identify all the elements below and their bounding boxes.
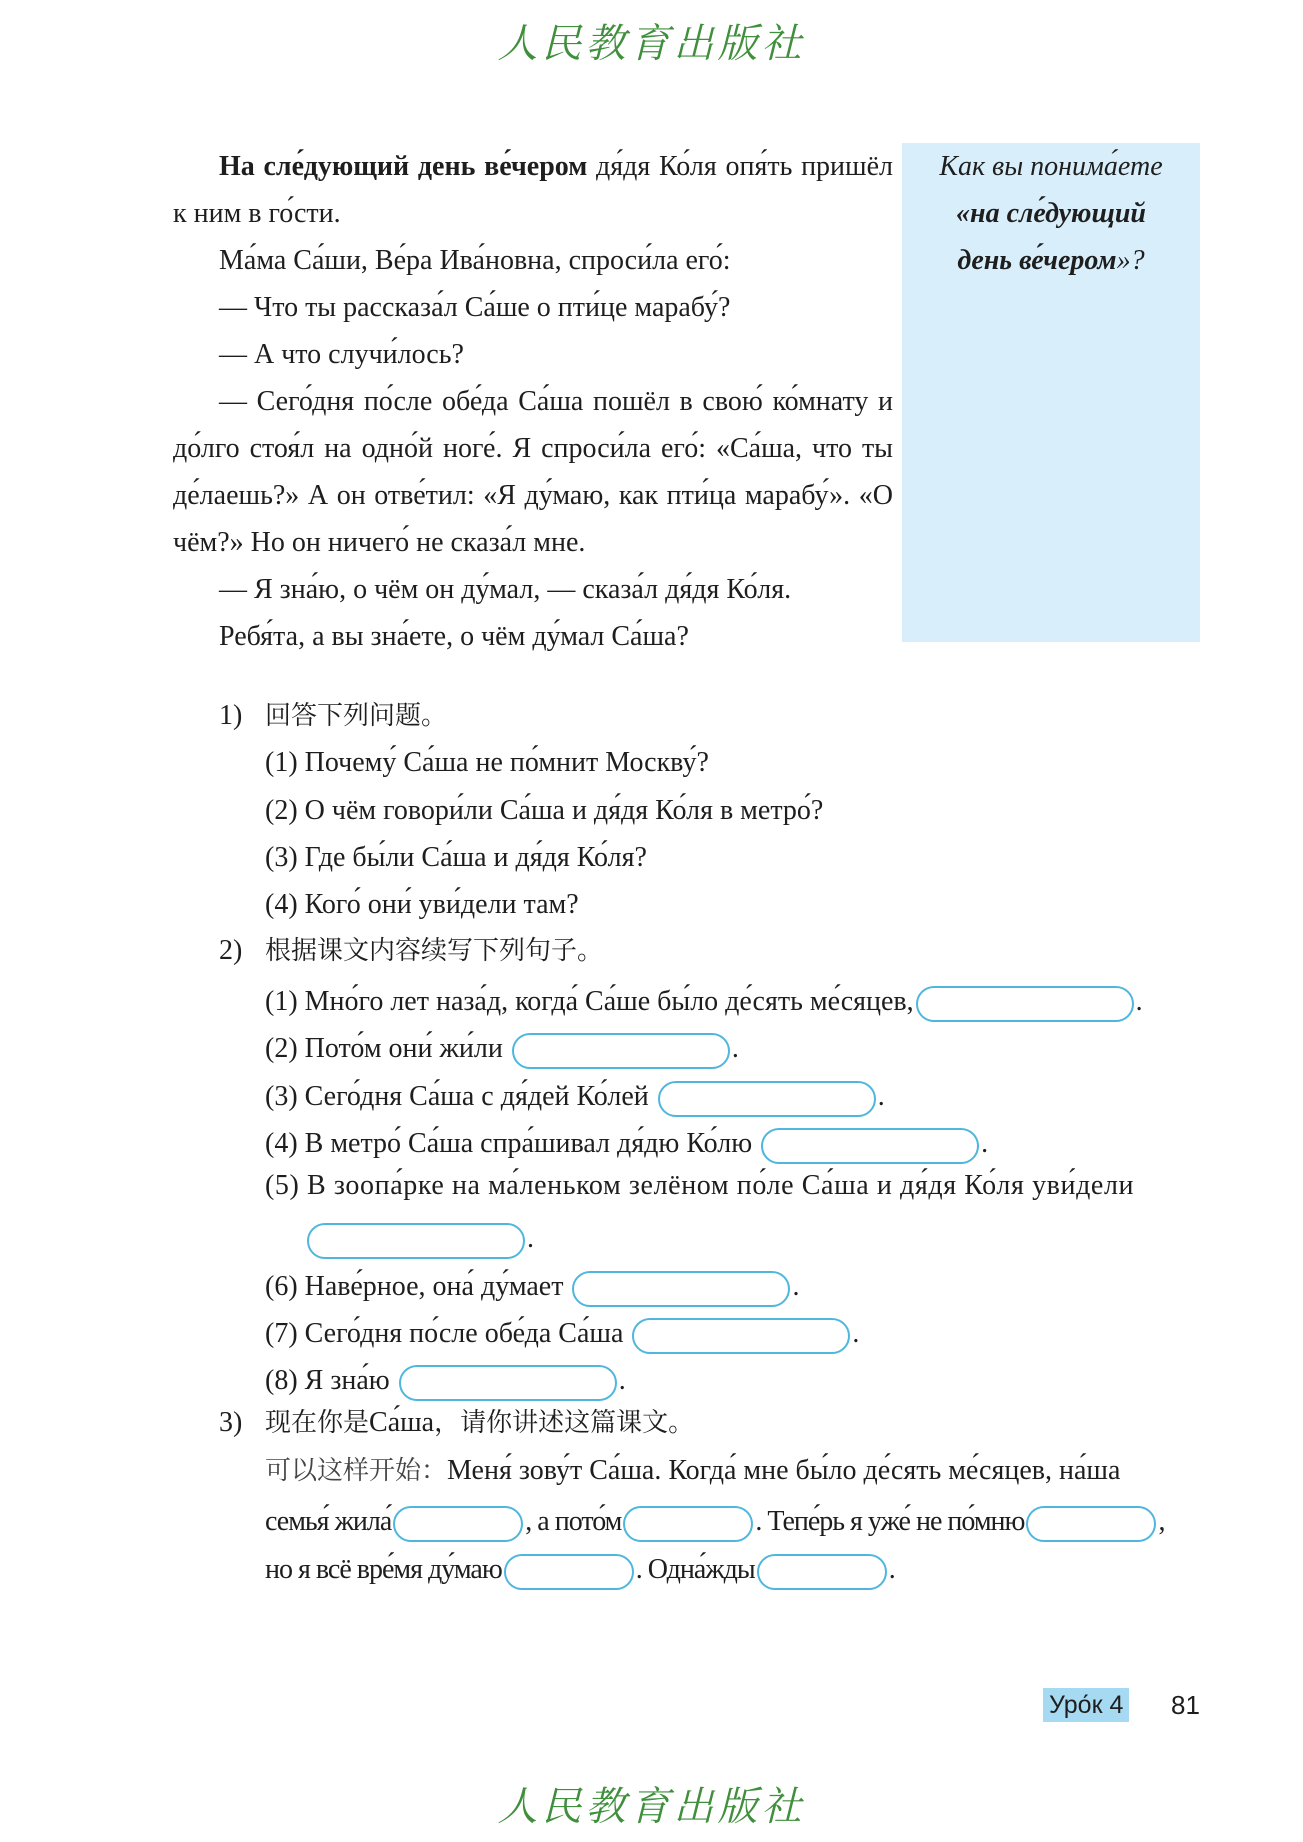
publisher-watermark-bottom: 人民教育出版社: [497, 1784, 806, 1830]
exercise-1-question-1: (1) Почему́ Са́ша не по́мнит Москву́?: [265, 747, 709, 778]
exercise-3-line-2-a: семья́ жила́: [265, 1506, 392, 1537]
exercise-3-title-cn: 现在你是: [265, 1408, 370, 1438]
exercise-3-start-label: 可以这样开始：: [265, 1456, 448, 1486]
exercise-2-title: 根据课文内容续写下列句子。: [265, 936, 604, 966]
page-number: 81: [1171, 1690, 1200, 1720]
sentence-3-end: .: [877, 1081, 885, 1112]
exercise-3-answer-field-1[interactable]: [393, 1506, 523, 1542]
exercise-3-title-rest: ，请你讲述这篇课文。: [434, 1408, 695, 1438]
exercise-3-answer-field-3[interactable]: [1026, 1506, 1156, 1542]
sentence-6-end: .: [792, 1271, 800, 1302]
sentence-4-answer-field[interactable]: [761, 1128, 979, 1164]
sentence-7-text: (7) Сего́дня по́сле обе́да Са́ша: [265, 1318, 624, 1349]
exercise-3-line-3-a: но я всё вре́мя ду́маю: [265, 1554, 502, 1585]
sentence-8-answer-field[interactable]: [399, 1365, 617, 1401]
exercise-2-sentence-5: (5) В зоопа́рке на ма́леньком зелёном по́ле Са́ша и дя́дя Ко́ля уви́дели: [265, 1170, 1135, 1201]
sentence-7-answer-field[interactable]: [632, 1318, 850, 1354]
sentence-7-end: .: [852, 1318, 860, 1349]
exercise-2-sentence-4: [265, 1127, 988, 1164]
exercise-3-line-2-b: , а пото́м: [525, 1506, 622, 1537]
lesson-label: Уро́к 4: [1043, 1688, 1129, 1722]
exercise-2-sentence-6: [265, 1270, 799, 1307]
sentence-1-answer-field[interactable]: [916, 986, 1134, 1022]
exercise-3-line-3-b: . Одна́жды: [635, 1554, 755, 1585]
exercise-3-number: 3): [219, 1407, 243, 1438]
story-paragraph-7: Ребя́та, а вы зна́ете, о чём ду́мал Са́ша?: [219, 621, 689, 652]
margin-question-line-2: «на сле́дующий: [956, 198, 1146, 229]
exercise-3-title: [265, 1406, 694, 1440]
exercise-3-answer-field-4[interactable]: [504, 1554, 634, 1590]
exercise-1-title: 回答下列问题。: [265, 701, 448, 731]
exercise-2-sentence-7: [265, 1317, 859, 1354]
exercise-2-sentence-5-continued: [305, 1222, 534, 1259]
exercise-3-line-2: [265, 1505, 1164, 1542]
sentence-6-answer-field[interactable]: [572, 1271, 790, 1307]
sentence-2-answer-field[interactable]: [512, 1033, 730, 1069]
story-paragraph-2: Ма́ма Са́ши, Ве́ра Ива́новна, спроси́ла его́:: [219, 245, 731, 276]
exercise-3-title-name: Са́ша: [369, 1407, 435, 1438]
sentence-2-text: (2) Пото́м они́ жи́ли: [265, 1033, 503, 1064]
sentence-5-end: .: [527, 1223, 534, 1254]
sentence-8-end: .: [618, 1365, 626, 1396]
exercise-3-line-3: [265, 1553, 895, 1590]
exercise-1-question-3: (3) Где бы́ли Са́ша и дя́дя Ко́ля?: [265, 842, 647, 873]
exercise-3-start-text: Меня́ зову́т Са́ша. Когда́ мне бы́ло де́сять ме́сяцев, на́ша: [447, 1455, 1121, 1486]
exercise-3-start-line: [265, 1454, 1120, 1488]
story-paragraph-4: — А что случи́лось?: [219, 339, 464, 370]
margin-question-bold-phrase: день ве́чером: [957, 245, 1117, 276]
exercise-2-number: 2): [219, 935, 243, 966]
exercise-3-line-3-c: .: [888, 1554, 895, 1585]
exercise-1-number: 1): [219, 700, 243, 731]
story-bold-phrase: На сле́дующий день ве́чером: [219, 151, 588, 182]
sentence-2-end: .: [731, 1033, 739, 1064]
sentence-4-end: .: [981, 1128, 989, 1159]
exercise-3-answer-field-2[interactable]: [623, 1506, 753, 1542]
exercise-3-answer-field-5[interactable]: [757, 1554, 887, 1590]
exercise-1-question-2: (2) О чём говори́ли Са́ша и дя́дя Ко́ля в метро́?: [265, 795, 824, 826]
exercise-2-sentence-2: [265, 1032, 739, 1069]
margin-question-end: »?: [1116, 245, 1145, 276]
margin-question-line-1: Как вы понима́ете: [939, 151, 1163, 182]
sentence-5-answer-field[interactable]: [307, 1223, 525, 1259]
sentence-3-text: (3) Сего́дня Са́ша с дя́дей Ко́лей: [265, 1081, 649, 1112]
story-paragraph-6: — Я зна́ю, о чём он ду́мал, — сказа́л дя́дя Ко́ля.: [219, 574, 792, 605]
story-paragraph-3: — Что ты рассказа́л Са́ше о пти́це марабу́?: [219, 292, 731, 323]
sentence-8-text: (8) Я зна́ю: [265, 1365, 390, 1396]
exercise-2-sentence-1: [265, 985, 1143, 1022]
story-paragraph-1-rest: дя́дя Ко́ля опя́ть пришёл к ним в го́сти.: [173, 151, 893, 229]
sentence-1-text: (1) Мно́го лет наза́д, когда́ Са́ше бы́ло де́сять ме́сяцев,: [265, 986, 914, 1017]
publisher-watermark-top: 人民教育出版社: [497, 21, 806, 67]
exercise-3-line-2-c: . Тепе́рь я уже́ не по́мню: [755, 1506, 1025, 1537]
exercise-2-sentence-8: [265, 1364, 626, 1401]
sentence-6-text: (6) Наве́рное, она́ ду́мает: [265, 1271, 564, 1302]
exercise-1-question-4: (4) Кого́ они́ уви́дели там?: [265, 889, 579, 920]
sentence-4-text: (4) В метро́ Са́ша спра́шивал дя́дю Ко́лю: [265, 1128, 753, 1159]
exercise-3-line-2-d: ,: [1158, 1506, 1165, 1537]
exercise-2-sentence-3: [265, 1080, 885, 1117]
story-paragraph-5: — Сего́дня по́сле обе́да Са́ша пошёл в свою́ ко́мнату и до́лго стоя́л на одно́й ноге́. Я спроси́ла его́: «Са́ша, что ты де́лаешь?» А он отве́тил: «Я ду́маю, как пти́ца марабу́». «О чём?» Но он ничего́ не сказа́л мне.: [173, 386, 893, 558]
sentence-3-answer-field[interactable]: [658, 1081, 876, 1117]
sentence-1-end: .: [1135, 986, 1143, 1017]
